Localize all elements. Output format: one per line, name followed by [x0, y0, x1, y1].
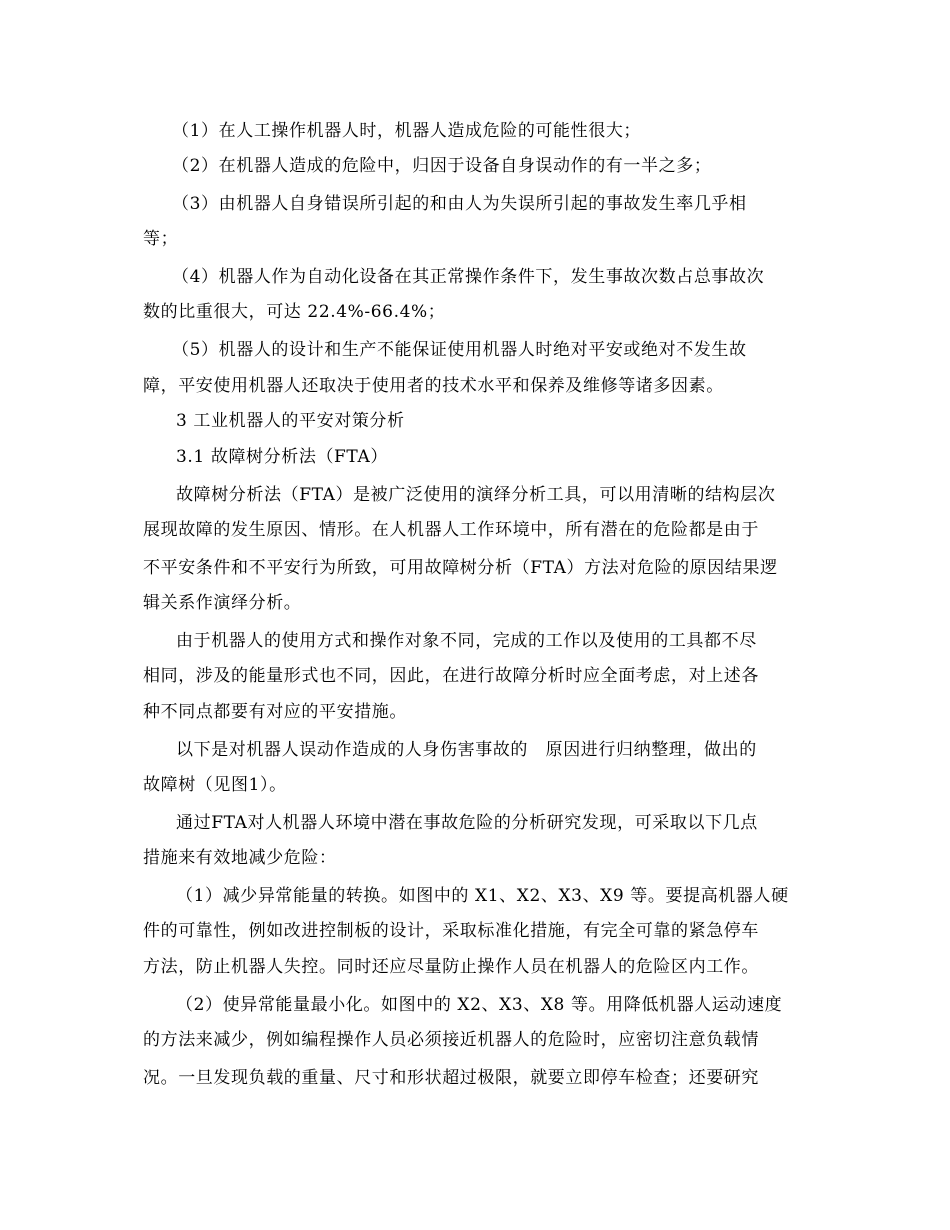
- paragraph-line: （2）在机器人造成的危险中，归因于设备自身误动作的有一半之多；: [172, 156, 712, 176]
- paragraph-line: 展现故障的发生原因、情形。在人机器人工作环境中，所有潜在的危险都是由于: [143, 520, 759, 540]
- section-heading: 3 工业机器人的平安对策分析: [176, 411, 405, 431]
- paragraph-line: 通过FTA对人机器人环境中潜在事故危险的分析研究发现，可采取以下几点: [176, 813, 758, 833]
- paragraph-line: 数的比重很大，可达 22.4%-66.4%；: [143, 302, 446, 322]
- paragraph-line: （5）机器人的设计和生产不能保证使用机器人时绝对平安或绝对不发生故: [172, 340, 747, 360]
- paragraph-line: （1）减少异常能量的转换。如图中的 X1、X2、X3、X9 等。要提高机器人硬: [176, 886, 789, 906]
- paragraph-line: 件的可靠性，例如改进控制板的设计，采取标准化措施，有完全可靠的紧急停车: [143, 921, 759, 941]
- paragraph-line: 相同，涉及的能量形式也不同，因此，在进行故障分析时应全面考虑，对上述各: [143, 666, 759, 686]
- subsection-heading: 3.1 故障树分析法（FTA）: [176, 447, 388, 467]
- paragraph-line: （4）机器人作为自动化设备在其正常操作条件下，发生事故次数占总事故次: [172, 267, 765, 287]
- paragraph-line: 等；: [143, 229, 179, 249]
- paragraph-line: 方法，防止机器人失控。同时还应尽量防止操作人员在机器人的危险区内工作。: [143, 957, 759, 977]
- paragraph-line: 障，平安使用机器人还取决于使用者的技术水平和保养及维修等诸多因素。: [143, 376, 724, 396]
- paragraph-line: 措施来有效地减少危险：: [143, 848, 337, 868]
- paragraph-line: 种不同点都要有对应的平安措施。: [143, 702, 407, 722]
- paragraph-line: （1）在人工操作机器人时，机器人造成危险的可能性很大；: [172, 121, 642, 141]
- paragraph-line: 由于机器人的使用方式和操作对象不同，完成的工作以及使用的工具都不尽: [176, 631, 757, 651]
- paragraph-line: 故障树（见图1）。: [143, 775, 287, 795]
- paragraph-line: 的方法来减少，例如编程操作人员必须接近机器人的危险时，应密切注意负载情: [143, 1030, 759, 1050]
- paragraph-line: 以下是对机器人误动作造成的人身伤害事故的 原因进行归纳整理，做出的: [176, 740, 757, 760]
- paragraph-line: 况。一旦发现负载的重量、尺寸和形状超过极限，就要立即停车检查；还要研究: [143, 1068, 759, 1088]
- paragraph-line: 辑关系作演绎分析。: [143, 593, 302, 613]
- paragraph-line: （3）由机器人自身错误所引起的和由人为失误所引起的事故发生率几乎相: [172, 194, 747, 214]
- paragraph-line: 故障树分析法（FTA）是被广泛使用的演绎分析工具，可以用清晰的结构层次: [176, 485, 776, 505]
- paragraph-line: （2）使异常能量最小化。如图中的 X2、X3、X8 等。用降低机器人运动速度: [176, 995, 783, 1015]
- paragraph-line: 不平安条件和不平安行为所致，可用故障树分析（FTA）方法对危险的原因结果逻: [143, 558, 778, 578]
